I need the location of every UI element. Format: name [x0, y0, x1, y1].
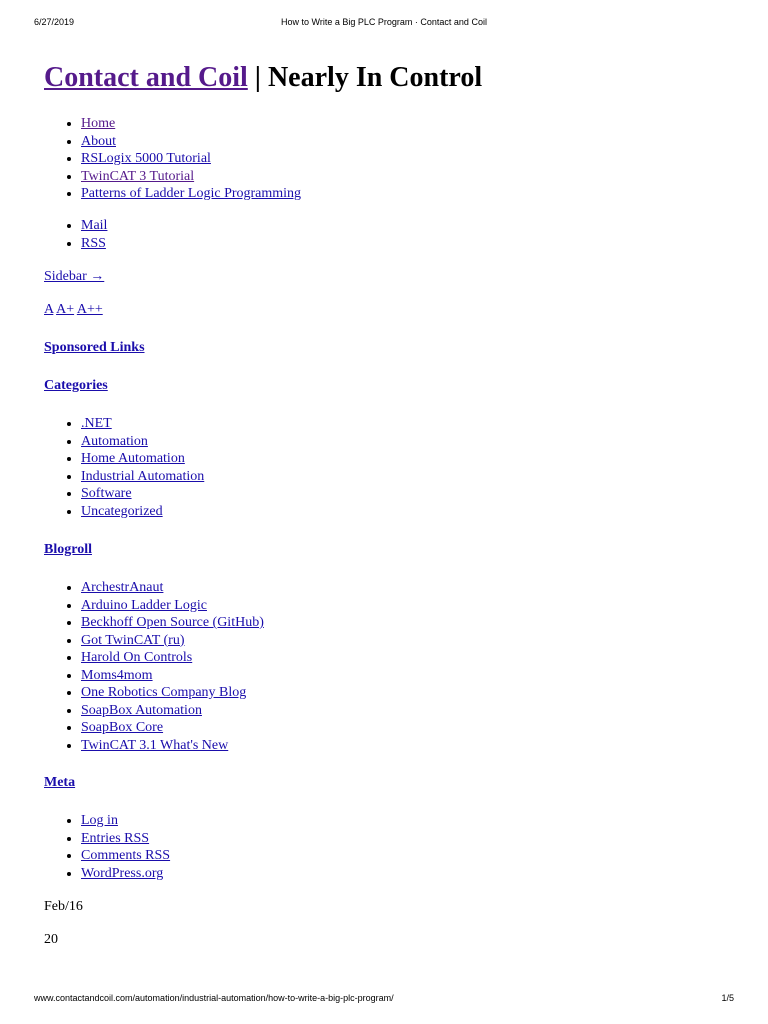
nav-item-patterns [81, 185, 301, 203]
sidebar-link[interactable]: Sidebar → [44, 269, 105, 284]
list-item [81, 737, 264, 755]
font-size-a-plus-link[interactable]: A+ [56, 302, 75, 317]
blogroll-link-harold[interactable]: Harold On Controls [81, 650, 193, 665]
nav-link-rslogix[interactable]: RSLogix 5000 Tutorial [81, 151, 211, 166]
font-size-controls [44, 301, 103, 318]
feed-item-mail [81, 217, 107, 235]
list-item [81, 597, 264, 615]
nav-link-twincat[interactable]: TwinCAT 3 Tutorial [81, 168, 195, 184]
font-size-a-link[interactable]: A [44, 302, 54, 317]
list-item [81, 614, 264, 632]
font-size-a-plus-plus-link[interactable]: A++ [76, 302, 103, 317]
categories-list [44, 415, 204, 520]
blogroll-link-twincat-whats-new[interactable]: TwinCAT 3.1 What's New [81, 737, 229, 753]
nav-link-patterns[interactable]: Patterns of Ladder Logic Programming [81, 186, 302, 201]
list-item [81, 450, 204, 468]
meta-heading [44, 774, 75, 791]
list-item [81, 649, 264, 667]
feed-links [44, 217, 107, 252]
list-item [81, 812, 170, 830]
list-item [81, 830, 170, 848]
site-title-link[interactable]: Contact and Coil [44, 62, 248, 93]
post-date-day: 20 [44, 932, 58, 947]
blogroll-heading [44, 541, 92, 558]
categories-link[interactable]: Categories [44, 378, 108, 393]
sidebar-toggle [44, 268, 104, 285]
list-item [81, 719, 264, 737]
blogroll-link-soapbox-core[interactable]: SoapBox Core [81, 720, 164, 735]
site-tagline: | Nearly In Control [247, 62, 483, 93]
post-date-month-year: Feb/16 [44, 899, 83, 914]
nav-link-about[interactable]: About [81, 133, 116, 149]
blogroll-link-got-twincat[interactable]: Got TwinCAT (ru) [81, 632, 185, 648]
print-date: 6/27/2019 [34, 17, 75, 27]
print-header [0, 17, 768, 31]
feed-item-rss [81, 235, 107, 253]
list-item [81, 433, 204, 451]
wordpress-org-link[interactable]: WordPress.org [81, 865, 164, 881]
blogroll-link-beckhoff[interactable]: Beckhoff Open Source (GitHub) [81, 615, 264, 630]
page-content [44, 58, 734, 947]
category-link-uncategorized[interactable]: Uncategorized [81, 503, 163, 519]
print-page-number: 1/5 [721, 993, 734, 1003]
list-item [81, 702, 264, 720]
nav-link-home[interactable]: Home [81, 116, 116, 131]
category-link-net[interactable]: .NET [81, 416, 112, 431]
category-link-software[interactable]: Software [81, 486, 132, 501]
entries-rss-link[interactable]: Entries RSS [81, 830, 150, 846]
list-item [81, 415, 204, 433]
list-item [81, 865, 170, 883]
blogroll-link-soapbox-automation[interactable]: SoapBox Automation [81, 702, 202, 718]
sponsored-links-link[interactable]: Sponsored Links [44, 340, 145, 355]
categories-heading [44, 377, 108, 394]
nav-item-twincat [81, 168, 301, 186]
print-footer [0, 993, 768, 1007]
comments-rss-link[interactable]: Comments RSS [81, 848, 171, 863]
nav-item-about [81, 133, 301, 151]
list-item [81, 503, 204, 521]
sponsored-links-heading [44, 339, 145, 356]
list-item [81, 684, 264, 702]
print-document-title: How to Write a Big PLC Program · Contact and Coil [281, 17, 487, 27]
site-title [44, 58, 734, 98]
blogroll-link-one-robotics[interactable]: One Robotics Company Blog [81, 685, 247, 700]
category-link-automation[interactable]: Automation [81, 433, 148, 449]
blogroll-link-moms4mom[interactable]: Moms4mom [81, 667, 153, 683]
main-nav [44, 115, 301, 203]
list-item [81, 632, 264, 650]
blogroll-link-arduino[interactable]: Arduino Ladder Logic [81, 597, 207, 613]
nav-item-home [81, 115, 301, 133]
list-item [81, 847, 170, 865]
print-url: www.contactandcoil.com/automation/industrial-automation/how-to-write-a-big-plc-program/ [34, 993, 394, 1003]
blogroll-list [44, 579, 264, 754]
login-link[interactable]: Log in [81, 813, 118, 828]
nav-item-rslogix [81, 150, 301, 168]
mail-link[interactable]: Mail [81, 218, 108, 233]
meta-link[interactable]: Meta [44, 775, 76, 790]
list-item [81, 579, 264, 597]
list-item [81, 468, 204, 486]
list-item [81, 485, 204, 503]
list-item [81, 667, 264, 685]
blogroll-link-archestranaut[interactable]: ArchestrAnaut [81, 580, 164, 595]
category-link-industrial-automation[interactable]: Industrial Automation [81, 468, 205, 484]
category-link-home-automation[interactable]: Home Automation [81, 451, 185, 466]
blogroll-link[interactable]: Blogroll [44, 542, 92, 557]
meta-list [44, 812, 170, 882]
rss-link[interactable]: RSS [81, 235, 106, 251]
